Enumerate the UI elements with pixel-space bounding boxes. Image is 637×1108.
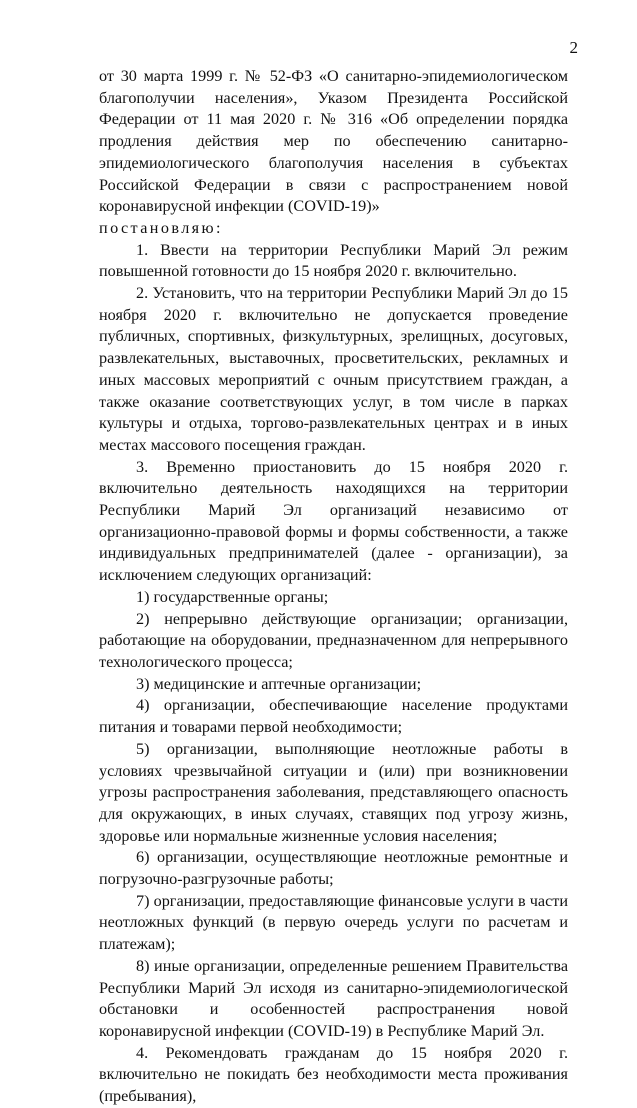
document-body — [99, 66, 568, 1108]
list-item-6: 6) организации, осуществляющие неотложные ремонтные и погрузочно-разгрузочные работы; — [99, 848, 568, 889]
list-item-4: 4) организации, обеспечивающие население продуктами питания и товарами первой необходимости; — [99, 696, 568, 737]
paragraph-2: 2. Установить, что на территории Республики Марий Эл до 15 ноября 2020 г. включительно не допускается проведение публичных, спортивных, физкультурных, зрелищных, досуговых, развлекательных, выставочных, просветительских, рекламных и иных массовых мероприятий с очным присутствием граждан, а также оказание соответствующих услуг, в том числе в парках культуры и отдыха, торгово-развлекательных центрах и в иных местах массового посещения граждан. — [99, 284, 568, 454]
list-item-3: 3) медицинские и аптечные организации; — [136, 674, 422, 693]
list-item-7: 7) организации, предоставляющие финансовые услуги в части неотложных функций (в первую очередь услуги по расчетам и платежам); — [99, 891, 568, 954]
list-item-2: 2) непрерывно действующие организации; организации, работающие на оборудовании, предназначенном для непрерывного технологического процесса; — [99, 609, 568, 671]
decree-word: постановляю: — [99, 218, 223, 237]
list-item-8: 8) иные организации, определенные решением Правительства Республики Марий Эл исходя из санитарно-эпидемиологической обстановки и особенностей распространения новой коронавирусной инфекции (COVID-19) в Республике Марий Эл. — [99, 956, 568, 1040]
page-number: 2 — [569, 38, 578, 57]
intro-paragraph: от 30 марта 1999 г. № 52-ФЗ «О санитарно-эпидемиологическом благополучии населения», Указом Президента Российской Федерации от 11 мая 2020 г. № 316 «Об определении порядка продления действия мер по обеспечению санитарно-эпидемиологического благополучия населения в субъектах Российской Федерации в связи с распространением новой коронавирусной инфекции (COVID-19)» — [99, 67, 568, 216]
paragraph-1: 1. Ввести на территории Республики Марий Эл режим повышенной готовности до 15 ноября 2020 г. включительно. — [99, 240, 568, 281]
paragraph-3: 3. Временно приостановить до 15 ноября 2020 г. включительно деятельность находящихся на территории Республики Марий Эл организаций независимо от организационно-правовой формы и формы собственности, а также индивидуальных предпринимателей (далее - организации), за исключением следующих организаций: — [99, 457, 568, 585]
list-item-1: 1) государственные органы; — [136, 587, 329, 606]
list-item-5: 5) организации, выполняющие неотложные работы в условиях чрезвычайной ситуации и (или) при возникновении угрозы распространения заболевания, представляющего опасность для окружающих, в иных случаях, ставящих под угрозу жизнь, здоровье или нормальные жизненные условия населения; — [99, 739, 568, 845]
paragraph-4: 4. Рекомендовать гражданам до 15 ноября 2020 г. включительно не покидать без необходимости места проживания (пребывания), — [99, 1043, 568, 1106]
